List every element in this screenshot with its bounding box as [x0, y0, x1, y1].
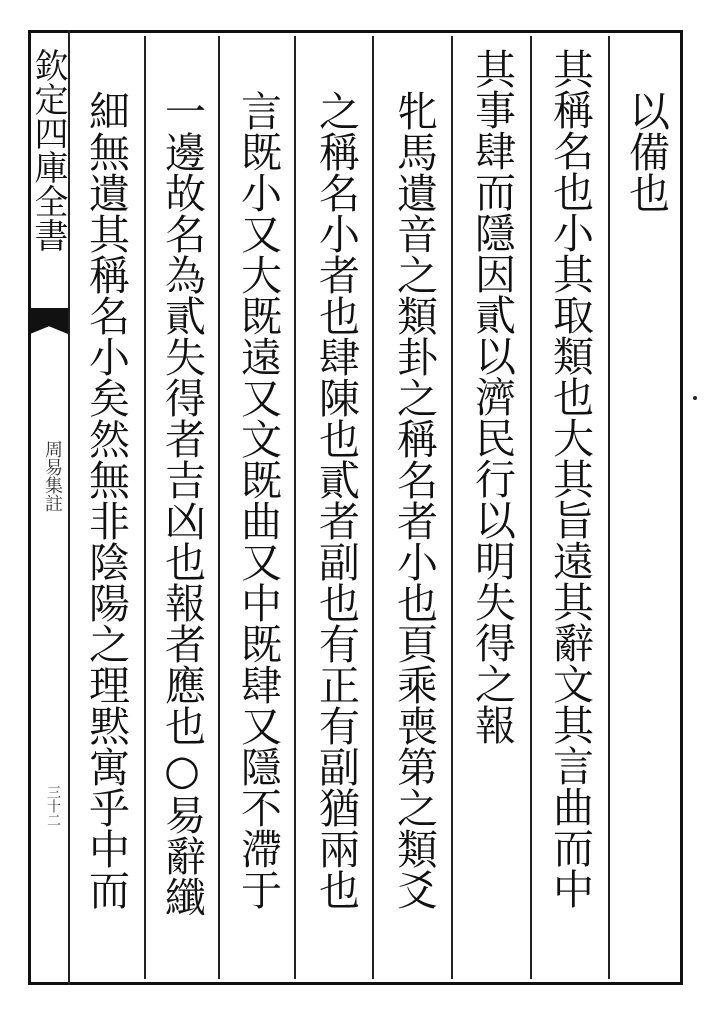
ink-speck [693, 396, 697, 400]
page-border-right [680, 30, 683, 985]
column-rule [294, 36, 296, 979]
collection-title: 欽定四庫全書 [28, 48, 68, 252]
column-rule [451, 36, 453, 979]
column-rule [530, 36, 532, 979]
book-title: 周易集註 [42, 440, 63, 512]
text-column-8: 細無遺其稱名小矣然無非陰陽之理黙寓乎中而 [82, 90, 130, 910]
text-column-3: 其事肆而隱因貳以濟民行以明失得之報 [468, 48, 516, 745]
column-rule [608, 36, 610, 979]
column-rule [144, 36, 146, 979]
text-column-6: 言既小又大既遠又文既曲又中既肆又隱不滯于 [234, 90, 282, 910]
text-column-4: 牝馬遺音之類卦之稱名者小也頁乘喪第之類爻 [390, 90, 438, 910]
margin-rule [68, 30, 70, 985]
column-rule [372, 36, 374, 979]
page-number: 三十二 [45, 785, 61, 827]
text-column-5: 之稱名小者也肆陳也貳者副也有正有副猶兩也 [312, 90, 360, 910]
text-column-7: 一邊故名為貳失得者吉凶也報者應也○易辭纖 [158, 90, 206, 917]
column-rule [218, 36, 220, 979]
text-column-1: 以備也 [622, 90, 670, 213]
text-column-2: 其稱名也小其取類也大其旨遠其辭文其言曲而中 [546, 48, 594, 909]
